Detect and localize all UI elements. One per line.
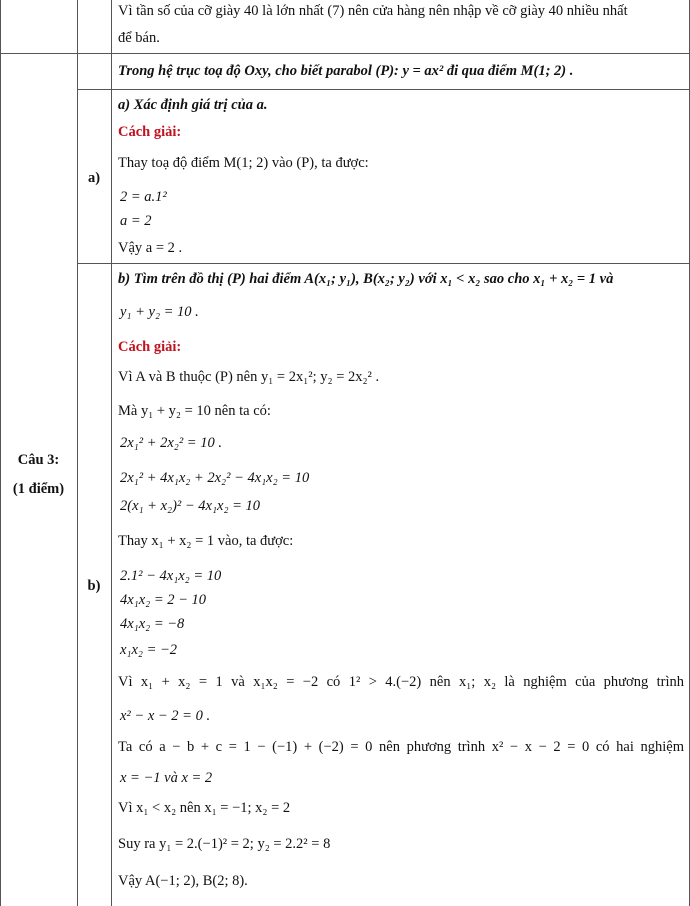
row-divider-statement	[77, 89, 690, 90]
problem-statement: Trong hệ trục toạ độ Oxy, cho biết parabol (P): y = ax² đi qua điểm M(1; 2) .	[118, 63, 574, 79]
row-divider-part-b	[77, 263, 690, 264]
question-points: (1 điểm)	[12, 481, 65, 497]
part-b-line-15: Vì x₁ < x₂ nên x₁ = −1; x₂ = 2	[118, 800, 291, 816]
part-a-line-2: 2 = a.1²	[120, 189, 167, 205]
part-b-line-13: Ta có a − b + c = 1 − (−1) + (−2) = 0 nên phương trình x² − x − 2 = 0 có hai nghiệm	[118, 739, 684, 755]
part-b-line-3: 2x₁² + 2x₂² = 10 .	[120, 435, 222, 451]
question-label: Câu 3:	[17, 452, 60, 468]
part-b-line-16: Suy ra y₁ = 2.(−1)² = 2; y₂ = 2.2² = 8	[118, 836, 331, 852]
part-a-title: a) Xác định giá trị của a.	[118, 97, 268, 113]
part-a-label: a)	[87, 170, 101, 186]
previous-answer-line-1: Vì tần số của cỡ giày 40 là lớn nhất (7) nên cửa hàng nên nhập về cỡ giày 40 nhiều nhất	[118, 3, 628, 19]
part-b-line-12: x² − x − 2 = 0 .	[120, 708, 211, 724]
row-divider-question	[0, 53, 690, 54]
part-b-line-1: Vì A và B thuộc (P) nên y₁ = 2x₁²; y₂ = 2x₂² .	[118, 369, 380, 385]
part-b-line-17: Vậy A(−1; 2), B(2; 8).	[118, 873, 248, 889]
part-b-line-7: 2.1² − 4x₁x₂ = 10	[120, 568, 222, 584]
previous-answer-line-2: để bán.	[118, 30, 160, 46]
part-b-line-11: Vì x₁ + x₂ = 1 và x₁x₂ = −2 có 1² > 4.(−2) nên x₁; x₂ là nghiệm của phương trình	[118, 674, 684, 690]
part-b-line-14: x = −1 và x = 2	[120, 770, 213, 786]
part-b-title: b) Tìm trên đồ thị (P) hai điểm A(x₁; y₁), B(x₂; y₂) với x₁ < x₂ sao cho x₁ + x₂ = 1 và	[118, 271, 614, 287]
column-divider-1	[77, 0, 78, 906]
part-b-line-10: x₁x₂ = −2	[120, 642, 178, 658]
part-b-title-2: y₁ + y₂ = 10 .	[120, 304, 199, 320]
part-b-line-5: 2(x₁ + x₂)² − 4x₁x₂ = 10	[120, 498, 261, 514]
part-b-label: b)	[87, 578, 101, 594]
part-a-line-4: Vậy a = 2 .	[118, 240, 183, 256]
part-b-line-6: Thay x₁ + x₂ = 1 vào, ta được:	[118, 533, 294, 549]
part-b-line-8: 4x₁x₂ = 2 − 10	[120, 592, 207, 608]
part-b-line-4: 2x₁² + 4x₁x₂ + 2x₂² − 4x₁x₂ = 10	[120, 470, 310, 486]
part-b-line-9: 4x₁x₂ = −8	[120, 616, 185, 632]
part-b-line-2: Mà y₁ + y₂ = 10 nên ta có:	[118, 403, 271, 419]
part-a-method-heading: Cách giải:	[118, 124, 182, 140]
part-a-line-3: a = 2	[120, 213, 152, 229]
column-divider-2	[111, 0, 112, 906]
part-a-line-1: Thay toạ độ điểm M(1; 2) vào (P), ta được:	[118, 155, 369, 171]
part-b-method-heading: Cách giải:	[118, 339, 182, 355]
